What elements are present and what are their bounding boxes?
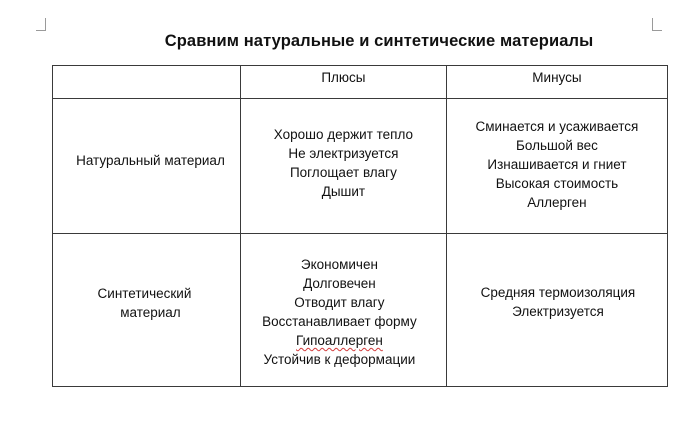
list-item: Аллерген xyxy=(527,194,587,210)
list-item: Средняя термоизоляция xyxy=(480,285,636,300)
list-item: Не электризуется xyxy=(288,146,399,161)
table-row-natural xyxy=(53,99,668,234)
cons-list-natural xyxy=(447,117,667,212)
table-header-row xyxy=(53,66,668,99)
list-item: Электризуется xyxy=(512,304,604,319)
list-item: Устойчив к деформации xyxy=(263,352,416,367)
page-corner-mark-top-left xyxy=(36,18,46,31)
spellcheck-underlined-word[interactable]: Гипоаллерген xyxy=(296,333,383,348)
document-title: Сравним натуральные и синтетические материалы xyxy=(164,32,594,50)
list-item: Высокая стоимость xyxy=(495,175,619,191)
list-item: Дышит xyxy=(321,184,366,199)
row-label-cell-natural[interactable] xyxy=(53,99,241,234)
pros-list-natural xyxy=(241,125,446,201)
table-row-synthetic xyxy=(53,234,668,387)
list-item: Отводит влагу xyxy=(294,295,385,310)
row-label-synthetic: Синтетический материал xyxy=(97,286,192,320)
header-cell-empty[interactable] xyxy=(53,66,241,99)
list-item: Изнашивается и гниет xyxy=(487,156,627,172)
pros-list-synthetic xyxy=(237,255,442,369)
list-item: Поглощает влагу xyxy=(289,165,397,180)
list-item: Экономичен xyxy=(300,257,378,272)
list-item: Большой вес xyxy=(516,137,598,153)
list-item: Долговечен xyxy=(303,276,376,291)
cons-list-synthetic xyxy=(448,283,668,321)
list-item: Хорошо держит тепло xyxy=(273,127,414,142)
list-item: Сминается и усаживается xyxy=(475,118,639,134)
list-item xyxy=(237,331,442,350)
comparison-table xyxy=(52,65,668,387)
row-label-cell-synthetic[interactable] xyxy=(53,234,241,387)
header-cell-cons[interactable]: Минусы xyxy=(446,66,667,99)
pros-cell-synthetic[interactable] xyxy=(240,234,446,387)
header-cell-pros[interactable]: Плюсы xyxy=(240,66,446,99)
pros-cell-natural[interactable] xyxy=(240,99,446,234)
row-label-natural: Натуральный материал xyxy=(76,152,225,168)
list-item: Восстанавливает форму xyxy=(262,314,417,329)
page-corner-mark-top-right xyxy=(652,18,662,31)
cons-cell-natural[interactable] xyxy=(446,99,667,234)
cons-cell-synthetic[interactable] xyxy=(446,234,667,387)
